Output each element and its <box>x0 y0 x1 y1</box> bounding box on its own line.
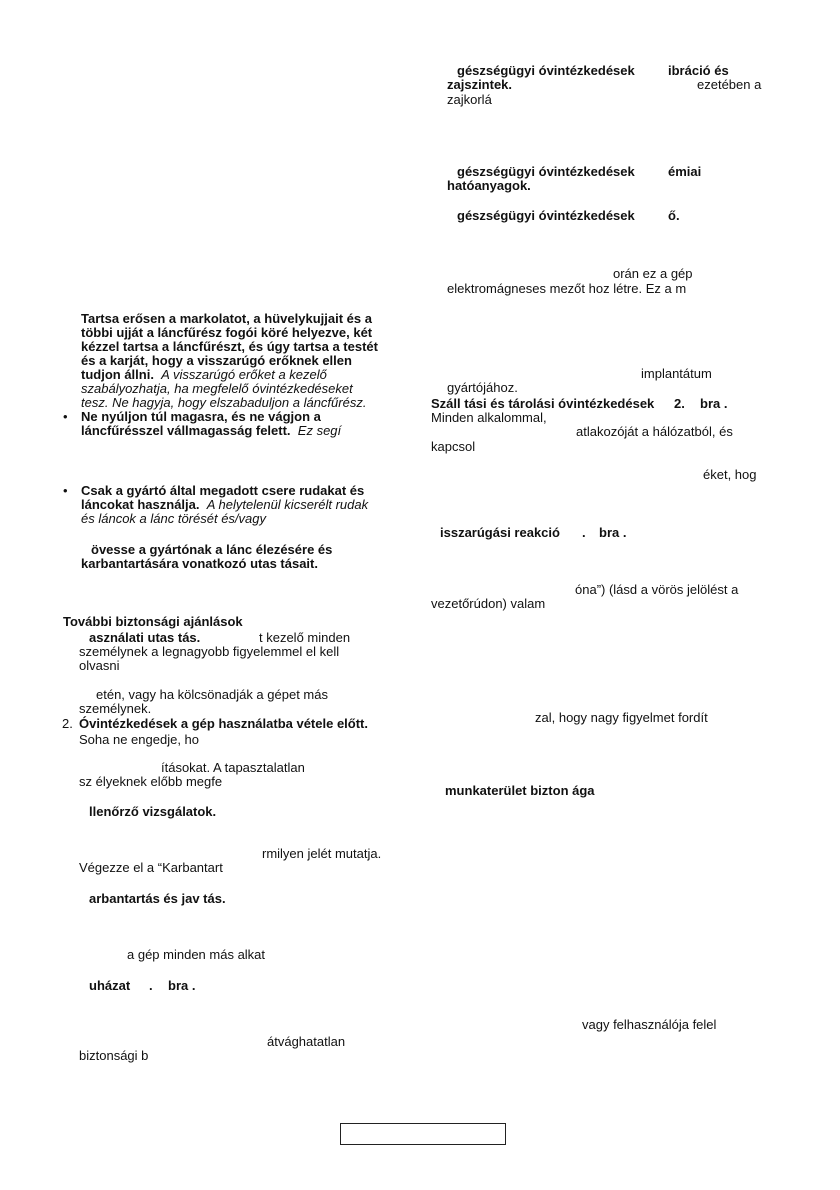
heat-heading: ő. <box>668 208 680 223</box>
replacement-bullet-line: Csak a gyártó által megadott csere rudakat és <box>81 483 365 498</box>
maintenance-heading: arbantartás és jav tás. <box>89 891 226 906</box>
item-2-number: 2. <box>62 716 73 731</box>
vibration-heading: ibráció és <box>668 63 729 78</box>
grip-italic-start: A visszarúgó erőket a kezelő <box>161 367 327 382</box>
heat-heading: gészségügyi óvintézkedések <box>457 208 635 223</box>
follow-instructions-line: karbantartására vonatkozó utas tásait. <box>81 556 318 571</box>
kickback-figure-ref: bra . <box>599 525 627 540</box>
replacement-bullet-bold: láncokat használja. <box>81 497 200 512</box>
shoulder-bullet-line-mixed <box>81 424 341 438</box>
transport-text: Minden alkalommal, <box>431 410 547 425</box>
shoulder-bullet-italic: Ez segí <box>297 423 342 438</box>
safety-b-text: biztonsági b <box>79 1048 149 1063</box>
vibration-text: ezetében a <box>697 77 762 92</box>
item-2-text: Soha ne engedje, ho <box>79 732 199 747</box>
transport-figure-ref: bra . <box>700 396 728 411</box>
checks-text: Végezze el a “Karbantart <box>79 860 223 875</box>
follow-instructions-line: övesse a gyártónak a lánc élezésére és <box>91 542 333 557</box>
chemicals-heading: gészségügyi óvintézkedések <box>457 164 635 179</box>
checks-text: rmilyen jelét mutatja. <box>262 846 382 861</box>
item-2-text: sz élyeknek előbb megfe <box>79 774 223 789</box>
bullet-marker: • <box>63 409 68 424</box>
impassable-text: átvághatatlan <box>267 1034 346 1049</box>
further-safety-heading: További biztonsági ajánlások <box>63 614 243 629</box>
grip-text-line: és a karját, hogy a visszarúgó erőknek ellen <box>81 353 352 368</box>
housing-figure-ref: bra . <box>168 978 196 993</box>
replacement-bullet-italic: A helytelenül kicserélt rudak <box>206 497 369 512</box>
housing-heading: uházat <box>89 978 131 993</box>
item-1-heading: asználati utas tás. <box>89 630 201 645</box>
implant-text: gyártójához. <box>447 380 518 395</box>
other-parts-text: a gép minden más alkat <box>127 947 266 962</box>
transport-heading: Száll tási és tárolási óvintézkedések <box>431 396 655 411</box>
checks-heading: llenőrző vizsgálatok. <box>89 804 217 819</box>
implant-text: implantátum <box>641 366 712 381</box>
kickback-heading: isszarúgási reakció <box>440 525 560 540</box>
vibration-text: zajkorlá <box>447 92 492 107</box>
grip-text-line-mixed <box>81 368 327 382</box>
item-1-text: személynek a legnagyobb figyelemmel el kell <box>79 644 340 659</box>
replacement-bullet-line-mixed <box>81 498 368 512</box>
grip-bold-end: tudjon állni. <box>81 367 154 382</box>
item-1-text: olvasni <box>79 658 120 673</box>
item-2-text: ításokat. A tapasztalatlan <box>161 760 305 775</box>
shoulder-bullet-line: Ne nyúljon túl magasra, és ne vágjon a <box>81 409 321 424</box>
grip-text-line: többi ujját a láncfűrész fogói köré helyezve, két <box>81 325 373 340</box>
item-2-heading: Óvintézkedések a gép használatba vétele előtt. <box>79 716 369 731</box>
page-number-box <box>340 1123 506 1145</box>
emf-text: elektromágneses mezőt hoz létre. Ez a m <box>447 281 687 296</box>
zone-text: óna”) (lásd a vörös jelölést a <box>575 582 739 597</box>
responsibility-text: vagy felhasználója felel <box>582 1017 717 1032</box>
emf-text: orán ez a gép <box>613 266 693 281</box>
vibration-heading: gészségügyi óvintézkedések <box>457 63 635 78</box>
replacement-bullet-italic-line: és láncok a lánc törését és/vagy <box>81 511 266 526</box>
kickback-dot: . <box>582 525 586 540</box>
grip-italic-line: tesz. Ne hagyja, hogy elszabaduljon a láncfűrész. <box>81 395 367 410</box>
work-area-heading: munkaterület bizton ága <box>445 783 595 798</box>
shoulder-bullet-bold: láncfűrésszel vállmagasság felett. <box>81 423 291 438</box>
transport-text: kapcsol <box>431 439 476 454</box>
vibration-heading: zajszintek. <box>447 77 513 92</box>
transport-figure-number: 2. <box>674 396 685 411</box>
item-1-text: személynek. <box>79 701 152 716</box>
item-1-text: t kezelő minden <box>259 630 351 645</box>
housing-dot: . <box>149 978 153 993</box>
grip-italic-line: szabályozhatja, ha megfelelő óvintézkedéseket <box>81 381 353 396</box>
grip-text-line: Tartsa erősen a markolatot, a hüvelykujjait és a <box>81 311 372 326</box>
attention-text: zal, hogy nagy figyelmet fordít <box>535 710 708 725</box>
bullet-marker: • <box>63 483 68 498</box>
grip-text-line: kézzel tartsa a láncfűrészt, és úgy tartsa a testét <box>81 339 378 354</box>
chemicals-heading: hatóanyagok. <box>447 178 531 193</box>
transport-text: atlakozóját a hálózatból, és <box>576 424 733 439</box>
transport-text: éket, hog <box>703 467 757 482</box>
chemicals-heading: émiai <box>668 164 702 179</box>
zone-text: vezetőrúdon) valam <box>431 596 546 611</box>
item-1-text: etén, vagy ha kölcsönadják a gépet más <box>96 687 328 702</box>
